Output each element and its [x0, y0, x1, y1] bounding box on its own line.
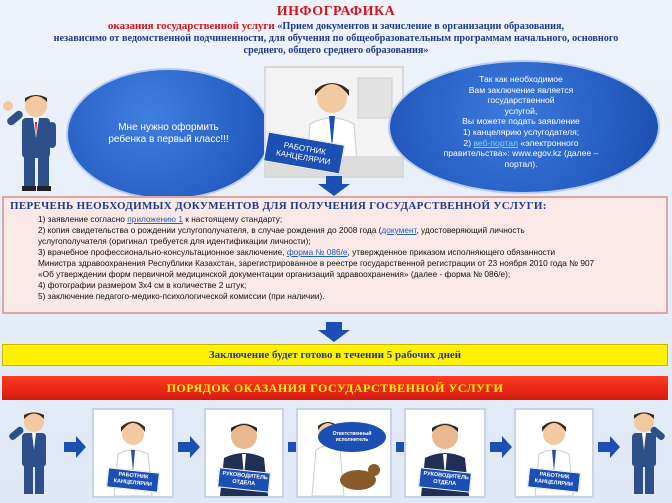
subtitle-line-2: независимо от ведомственной подчиненности, для обучения по общеобразовательным программам начального, основного: [53, 33, 619, 44]
list-item: 2) копия свидетельства о рождении услугополучателя, в случае рождения до 2008 года (документ, удостоверяющий личность: [38, 225, 525, 235]
arrow-right-icon: [490, 436, 512, 458]
subtitle-line-3: среднего, общего среднего образования»: [243, 45, 429, 56]
process-title-banner: ПОРЯДОК ОКАЗАНИЯ ГОСУДАРСТВЕННОЙ УСЛУГИ: [2, 376, 668, 400]
process-step-doctor: [296, 408, 392, 498]
process-step-clerk-1: РАБОТНИК КАНЦЕЛЯРИИ: [92, 408, 174, 498]
subtitle-line-1: оказания государственной услуги «Прием документов и зачисление в организации образования,: [107, 20, 565, 32]
list-item: 4) фотографии размером 3х4 см в количестве 2 штук;: [38, 280, 247, 290]
citizen-figure-icon: [620, 408, 670, 498]
list-item: 1) заявление согласно приложению 1 к настоящему стандарту;: [38, 214, 283, 224]
process-step-clerk-2: РАБОТНИК КАНЦЕЛЯРИИ: [514, 408, 594, 498]
deadline-banner: Заключение будет готово в течении 5 рабочих дней: [2, 344, 668, 366]
citizen-figure-icon: [4, 408, 60, 498]
document-link[interactable]: документ: [381, 225, 417, 235]
documents-list: 1) заявление согласно приложению 1 к настоящему стандарту; 2) копия свидетельства о рождении услугополучателя, в случае рождения до 2008 года (документ, удостоверяющий личность услугополучателя (оригинал требуется для идентификации личности); 3) врачебное профессионально-консультационное заключение, форма № 086/e, утвержденное приказом исполняющего обязанности Министра здравоохранения Республики Казахстан, зарегистрированное в реестре государственной регистрации от 23 ноября 2010 года № 907 «Об утверждении форм первичной медицинской документации организаций здравоохранения» (далее - форма № 086/е); 4) фотографии размером 3х4 см в количестве 2 штук; 5) заключение педагого-медико-психологической комиссии (при наличии).: [4, 214, 666, 302]
arrow-right-icon: [178, 436, 200, 458]
list-item: 3) врачебное профессионально-консультационное заключение, форма № 086/e, утвержденное приказом исполняющего обязанности: [38, 247, 556, 257]
form-086-link[interactable]: форма № 086/e: [286, 247, 348, 257]
web-portal-link[interactable]: веб-портал: [473, 137, 519, 148]
list-item: 5) заключение педагого-медико-психологической комиссии (при наличии).: [38, 291, 325, 301]
arrow-down-icon: [318, 322, 350, 342]
responsible-executor-bubble: Ответственный исполнитель: [318, 422, 386, 452]
documents-heading: ПЕРЕЧЕНЬ НЕОБХОДИМЫХ ДОКУМЕНТОВ ДЛЯ ПОЛУЧЕНИЯ ГОСУДАРСТВЕННОЙ УСЛУГИ:: [10, 200, 547, 212]
infographic-header: [0, 4, 672, 57]
required-documents-panel: [2, 196, 668, 314]
process-step-head-1: РУКОВОДИТЕЛЬ ОТДЕЛА: [204, 408, 284, 498]
arrow-down-icon: [318, 176, 350, 196]
clerk-speech-bubble: Так как необходимое Вам заключение является государственной услугой, Вы можете подать заявление 1) канцелярию услугодателя; 2) веб-портал «электронного правительства»: www.egov.kz (далее – портал).: [388, 60, 660, 194]
appendix-1-link[interactable]: приложению 1: [127, 214, 183, 224]
clerk-label: РАБОТНИК КАНЦЕЛЯРИИ: [263, 131, 345, 174]
arrow-right-icon: [598, 436, 620, 458]
page-title: ИНФОГРАФИКА: [276, 4, 396, 19]
arrow-right-icon: [64, 436, 86, 458]
citizen-figure-icon: [2, 92, 64, 192]
citizen-speech-bubble: Мне нужно оформить ребенка в первый класс!!!: [66, 68, 271, 200]
process-step-head-2: РУКОВОДИТЕЛЬ ОТДЕЛА: [404, 408, 486, 498]
